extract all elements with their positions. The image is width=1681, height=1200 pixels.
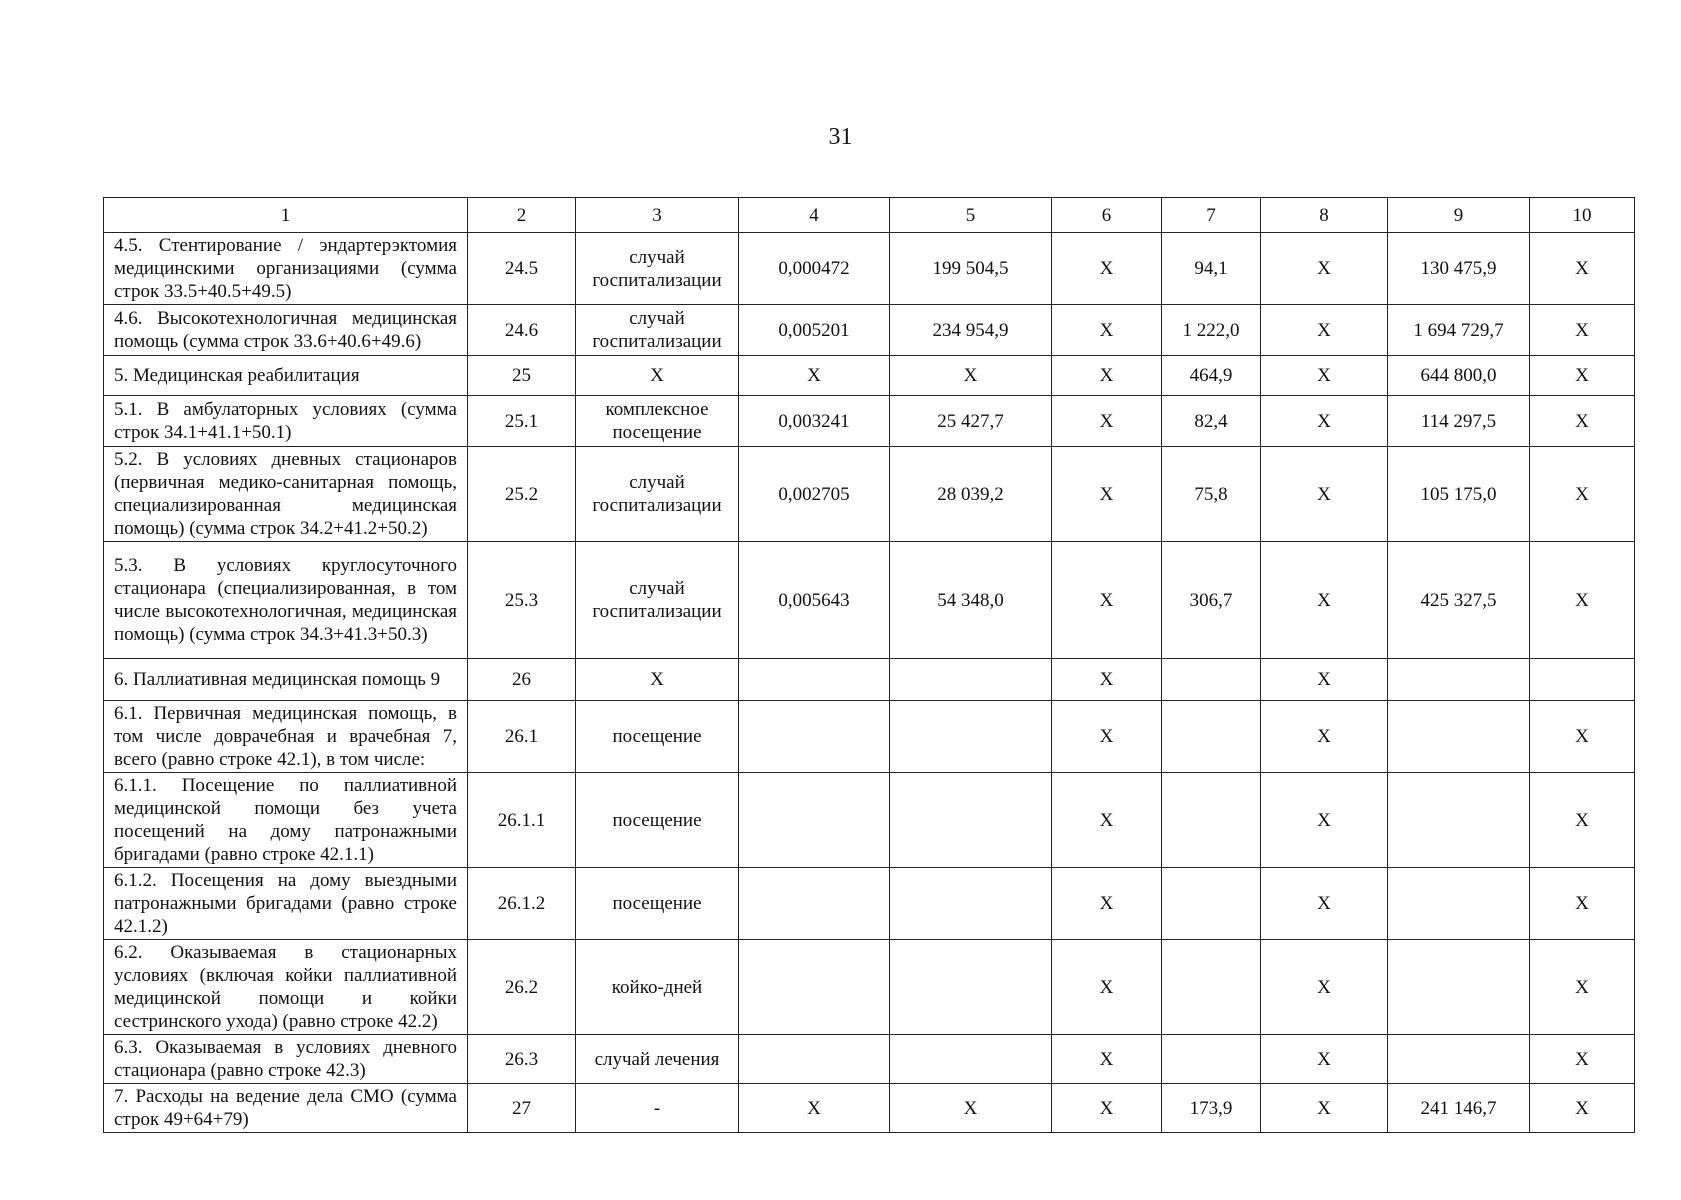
table-cell: Х [1052, 659, 1162, 701]
table-cell [1162, 659, 1261, 701]
row-number: 26.3 [468, 1035, 576, 1084]
table-cell: Х [1530, 868, 1635, 940]
table-cell: Х [1052, 701, 1162, 773]
table-cell: Х [1261, 396, 1388, 447]
table-cell: 241 146,7 [1388, 1084, 1530, 1133]
table-cell: Х [1261, 940, 1388, 1035]
table-row [104, 356, 1635, 396]
row-number: 26.1.1 [468, 773, 576, 868]
table-cell [1162, 1035, 1261, 1084]
table-cell: Х [890, 356, 1052, 396]
table-cell: Х [1530, 356, 1635, 396]
table-cell [739, 1035, 890, 1084]
unit-cell: случай госпитализации [576, 447, 739, 542]
table-cell: 0,005643 [739, 542, 890, 659]
row-number: 27 [468, 1084, 576, 1133]
column-header: 5 [890, 198, 1052, 233]
column-header: 10 [1530, 198, 1635, 233]
table-row [104, 1084, 1635, 1133]
unit-cell: - [576, 1084, 739, 1133]
table-cell [739, 659, 890, 701]
unit-cell: случай лечения [576, 1035, 739, 1084]
table-cell: 234 954,9 [890, 305, 1052, 356]
row-number: 25.1 [468, 396, 576, 447]
table-cell [1162, 773, 1261, 868]
table-cell: Х [1530, 1035, 1635, 1084]
table-cell: 644 800,0 [1388, 356, 1530, 396]
table-cell [1388, 1035, 1530, 1084]
table-cell: Х [1052, 1084, 1162, 1133]
table-row [104, 233, 1635, 305]
table-row [104, 1035, 1635, 1084]
table-row [104, 659, 1635, 701]
table-cell: Х [1530, 542, 1635, 659]
unit-cell: случай госпитализации [576, 542, 739, 659]
table-cell: 82,4 [1162, 396, 1261, 447]
unit-cell: комплексное посещение [576, 396, 739, 447]
table-cell: Х [1261, 659, 1388, 701]
unit-cell: посещение [576, 701, 739, 773]
table-row [104, 542, 1635, 659]
table-cell: 425 327,5 [1388, 542, 1530, 659]
table-cell [1388, 773, 1530, 868]
table-cell: 75,8 [1162, 447, 1261, 542]
table-cell [890, 868, 1052, 940]
table-cell [1162, 940, 1261, 1035]
column-header: 6 [1052, 198, 1162, 233]
row-number: 24.5 [468, 233, 576, 305]
table-row [104, 447, 1635, 542]
table-cell [1388, 659, 1530, 701]
table-cell: Х [1530, 305, 1635, 356]
table-cell [890, 940, 1052, 1035]
table-row [104, 701, 1635, 773]
row-number: 26.1 [468, 701, 576, 773]
table-cell: Х [1530, 233, 1635, 305]
table-cell: Х [1530, 447, 1635, 542]
table-cell: Х [1261, 1084, 1388, 1133]
table-cell: 464,9 [1162, 356, 1261, 396]
row-description: 5.1. В амбулаторных условиях (сумма строк 34.1+41.1+50.1) [104, 396, 468, 447]
table-cell [739, 868, 890, 940]
row-number: 26 [468, 659, 576, 701]
table-row [104, 940, 1635, 1035]
table-cell [739, 773, 890, 868]
table-cell: Х [1261, 701, 1388, 773]
table-row [104, 396, 1635, 447]
table-cell: Х [1530, 773, 1635, 868]
unit-cell: посещение [576, 868, 739, 940]
table-cell: Х [1052, 868, 1162, 940]
table-cell: Х [1261, 542, 1388, 659]
table-cell: Х [1052, 305, 1162, 356]
table-cell: Х [739, 356, 890, 396]
table-cell: Х [739, 1084, 890, 1133]
table-cell: Х [1530, 396, 1635, 447]
table-cell: Х [1530, 701, 1635, 773]
table-cell: Х [1261, 447, 1388, 542]
row-description: 6.1.1. Посещение по паллиативной медицинской помощи без учета посещений на дому патронажными бригадами (равно строке 42.1.1) [104, 773, 468, 868]
row-number: 25 [468, 356, 576, 396]
table-cell: 0,003241 [739, 396, 890, 447]
row-number: 24.6 [468, 305, 576, 356]
table-cell: 199 504,5 [890, 233, 1052, 305]
table-cell: Х [1261, 1035, 1388, 1084]
row-description: 6.2. Оказываемая в стационарных условиях (включая койки паллиативной медицинской помощи и койки сестринского ухода) (равно строке 42.2) [104, 940, 468, 1035]
row-number: 26.1.2 [468, 868, 576, 940]
page-number: 31 [828, 124, 853, 150]
unit-cell: случай госпитализации [576, 233, 739, 305]
table-cell: 114 297,5 [1388, 396, 1530, 447]
table-cell: Х [1052, 773, 1162, 868]
table-cell: Х [1261, 305, 1388, 356]
table-cell: 0,000472 [739, 233, 890, 305]
table-cell: 94,1 [1162, 233, 1261, 305]
table-cell: Х [1052, 396, 1162, 447]
unit-cell: Х [576, 356, 739, 396]
unit-cell: посещение [576, 773, 739, 868]
row-description: 5. Медицинская реабилитация [104, 356, 468, 396]
column-header: 7 [1162, 198, 1261, 233]
table-cell: 1 222,0 [1162, 305, 1261, 356]
table-cell [1162, 868, 1261, 940]
row-number: 25.2 [468, 447, 576, 542]
table-cell [1388, 940, 1530, 1035]
row-number: 26.2 [468, 940, 576, 1035]
row-description: 4.6. Высокотехнологичная медицинская помощь (сумма строк 33.6+40.6+49.6) [104, 305, 468, 356]
table-cell [890, 659, 1052, 701]
table-cell: Х [890, 1084, 1052, 1133]
table-cell: Х [1261, 356, 1388, 396]
table-cell: Х [1052, 1035, 1162, 1084]
table-row [104, 305, 1635, 356]
row-description: 6.1.2. Посещения на дому выездными патронажными бригадами (равно строке 42.1.2) [104, 868, 468, 940]
table-cell [1388, 701, 1530, 773]
table-cell: 28 039,2 [890, 447, 1052, 542]
table-cell: Х [1052, 356, 1162, 396]
table-cell: 1 694 729,7 [1388, 305, 1530, 356]
row-description: 4.5. Стентирование / эндартерэктомия медицинскими организациями (сумма строк 33.5+40.5+49.5) [104, 233, 468, 305]
table-cell: Х [1052, 542, 1162, 659]
table-cell: 173,9 [1162, 1084, 1261, 1133]
unit-cell: случай госпитализации [576, 305, 739, 356]
table-cell: 54 348,0 [890, 542, 1052, 659]
row-description: 7. Расходы на ведение дела СМО (сумма строк 49+64+79) [104, 1084, 468, 1133]
table-row [104, 868, 1635, 940]
unit-cell: Х [576, 659, 739, 701]
table-cell: 130 475,9 [1388, 233, 1530, 305]
table-cell [1530, 659, 1635, 701]
table-cell: Х [1052, 233, 1162, 305]
unit-cell: койко-дней [576, 940, 739, 1035]
table-cell: Х [1530, 1084, 1635, 1133]
table-cell [890, 1035, 1052, 1084]
row-description: 6.3. Оказываемая в условиях дневного стационара (равно строке 42.3) [104, 1035, 468, 1084]
data-table [103, 197, 1635, 1133]
table-header-row [104, 198, 1635, 233]
table-cell: Х [1530, 940, 1635, 1035]
table-cell: 0,005201 [739, 305, 890, 356]
table-cell [890, 701, 1052, 773]
table-cell: 25 427,7 [890, 396, 1052, 447]
table-cell [890, 773, 1052, 868]
column-header: 9 [1388, 198, 1530, 233]
column-header: 2 [468, 198, 576, 233]
table-cell: Х [1261, 233, 1388, 305]
row-description: 5.3. В условиях круглосуточного стационара (специализированная, в том числе высокотехнологичная, медицинская помощь) (сумма строк 34.3+41.3+50.3) [104, 542, 468, 659]
column-header: 3 [576, 198, 739, 233]
row-description: 5.2. В условиях дневных стационаров (первичная медико-санитарная помощь, специализированная медицинская помощь) (сумма строк 34.2+41.2+50.2) [104, 447, 468, 542]
table-cell: 306,7 [1162, 542, 1261, 659]
table-cell [739, 940, 890, 1035]
table-cell [1162, 701, 1261, 773]
table-cell: Х [1052, 447, 1162, 542]
table-cell: Х [1261, 868, 1388, 940]
table-cell: Х [1261, 773, 1388, 868]
row-description: 6.1. Первичная медицинская помощь, в том числе доврачебная и врачебная 7, всего (равно строке 42.1), в том числе: [104, 701, 468, 773]
table-cell [739, 701, 890, 773]
table-cell: Х [1052, 940, 1162, 1035]
column-header: 4 [739, 198, 890, 233]
row-number: 25.3 [468, 542, 576, 659]
table-cell [1388, 868, 1530, 940]
row-description: 6. Паллиативная медицинская помощь 9 [104, 659, 468, 701]
column-header: 1 [104, 198, 468, 233]
table-cell: 105 175,0 [1388, 447, 1530, 542]
column-header: 8 [1261, 198, 1388, 233]
table-cell: 0,002705 [739, 447, 890, 542]
table-row [104, 773, 1635, 868]
